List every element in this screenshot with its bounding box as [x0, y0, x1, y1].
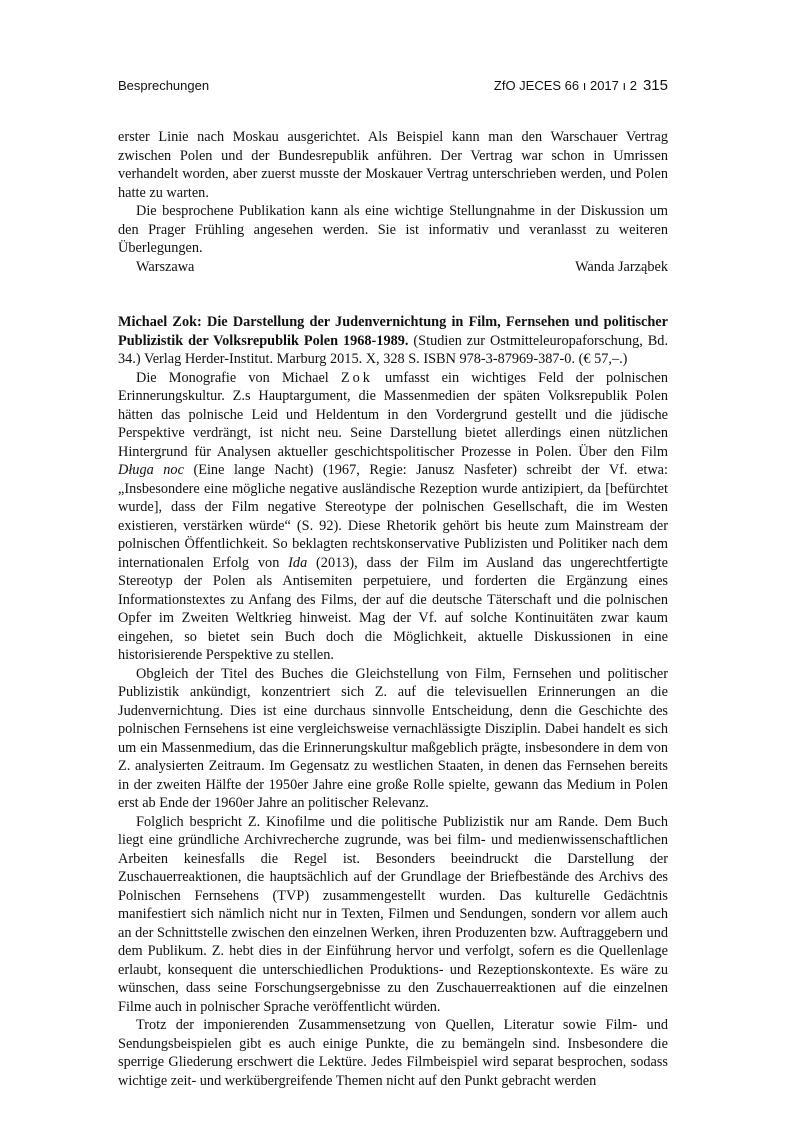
review2-paragraph-2: Obgleich der Titel des Buches die Gleichstellung von Film, Fernsehen und politischer Publizistik ankündigt, konzentriert sich Z. auf die televisuellen Erinnerungen an die Judenvernichtung. Dies ist eine durchaus sinnvolle Entscheidung, denn die Geschichte des polnischen Fernsehens ist eine vergleichsweise vernachlässigte Disziplin. Dabei handelt es sich um ein Massenmedium, das die Erinnerungskultur maßgeblich prägte, insbesondere in dem von Z. analysierten Zeitraum. Im Gegensatz zu westlichen Staaten, in denen das Fernsehen bereits in der zweiten Hälfte der 1950er Jahre eine große Rolle spielte, gewann das Medium in Polen erst ab Ende der 1960er Jahre an politischer Relevanz. [118, 665, 668, 811]
text-run: (Eine lange Nacht) (1967, Regie: Janusz Nasfeter) schreibt der Vf. etwa: „Insbesondere eine mögliche negative ausländische Rezeption wurde antizipiert, da [befürchtet wurde], dass der Film negative Stereotype der polnischen Gesellschaft, die im Westen existieren, verstärken würde“ (S. 92). Diese Rhetorik gehört bis heute zum Mainstream der polnischen Öffentlichkeit. So beklagten rechtskonservative Publizisten und Politiker nach dem internationalen Erfolg von [118, 462, 668, 571]
review2-paragraph-1 [118, 369, 668, 665]
film-title-dluga-noc: Długa noc [118, 462, 184, 478]
review2-heading [118, 313, 668, 369]
film-title-ida: Ida [288, 554, 308, 571]
section-label: Besprechungen [118, 78, 210, 93]
review-separator [118, 276, 668, 313]
review1-signature [118, 258, 668, 277]
review2-paragraph-3: Folglich bespricht Z. Kinofilme und die politische Publizistik nur am Rande. Dem Buch liegt eine gründliche Archivrecherche zugrunde, was bei film- und medienwissenschaftlichen Arbeiten keinesfalls die Regel ist. Besonders beeindruckt die Darstellung der Zuschauerreaktionen, die hauptsächlich auf der Grundlage der Briefbestände des Archivs des Polnischen Fernsehens (TVP) zusammengestellt wurden. Das kulturelle Gedächtnis manifestiert sich nämlich nicht nur in Texten, Filmen und Sendungen, sondern vor allem auch an der Schnittstelle zwischen den einzelnen Werken, ihren Produzenten bzw. Auftraggebern und dem Publikum. Z. hebt dies in der Einführung hervor und verfolgt, sofern es die Quellenlage erlaubt, konsequent die unterschiedlichen Produktions- und Rezeptionskontexte. Es wäre zu wünschen, dass seine Forschungsergebnisse zu den Zuschauerreaktionen auf die einzelnen Filme auch in polnischer Sprache veröffentlicht würden. [118, 813, 668, 1015]
review1-reviewer: Wanda Jarząbek [575, 258, 668, 275]
review1-place: Warszawa [136, 258, 195, 275]
running-header [118, 77, 668, 95]
text-run: Die Monografie von Michael [136, 369, 341, 386]
journal-info [494, 77, 668, 94]
author-name-spaced: Zok [340, 369, 373, 386]
page-body [118, 128, 668, 1090]
text-run: (2013), dass der Film im Ausland das ungerechtfertigte Stereotyp der Polen als Antisemiten perpetuiere, und forderten die Ergänzung eines Informationstextes zu Anfang des Films, der auf die deutsche Täterschaft und die polnischen Opfer im Zweiten Weltkrieg hinweist. Mag der Vf. auf solche Kontinuitäten zwar kaum eingehen, so bietet sein Buch doch die Möglichkeit, aktuelle Diskussionen in eine historisierende Perspektive zu stellen. [118, 554, 668, 663]
review1-paragraph-2: Die besprochene Publikation kann als eine wichtige Stellungnahme in der Diskussion um den Prager Frühling angesehen werden. Sie ist informativ und veranlasst zu weiteren Überlegungen. [118, 203, 668, 256]
review1-paragraph-1: erster Linie nach Moskau ausgerichtet. Als Beispiel kann man den Warschauer Vertrag zwischen Polen und der Bundesrepublik anführen. Der Vertrag war schon in Umrissen verhandelt worden, aber zuerst musste der Moskauer Vertrag unterschrieben werden, und Polen hatte zu warten. [118, 129, 668, 201]
review2-paragraph-4: Trotz der imponierenden Zusammensetzung von Quellen, Literatur sowie Film- und Sendungsbeispielen gibt es auch einige Punkte, die zu bemängeln sind. Insbesondere die sperrige Gliederung erschwert die Lektüre. Jedes Filmbeispiel wird separat besprochen, sodass wichtige zeit- und werkübergreifende Themen nicht auf den Punkt gebracht werden [118, 1017, 668, 1089]
text-run: umfasst ein wichtiges Feld der polnischen Erinnerungskultur. Z.s Hauptargument, die Massenmedien der späten Volksrepublik Polen hätten das polnische Leid und Heldentum in den Vordergrund gestellt und die jüdische Perspektive verdrängt, ist nicht neu. Seine Darstellung bietet allerdings einen nützlichen Hintergrund für Analysen aktueller geschichtspolitischer Prozesse in Polen. Über den Film [118, 369, 669, 460]
book-title: Michael Zok: Die Darstellung der Judenvernichtung in Film, Fernsehen und politischer Publizistik der Volksrepublik Polen 1968-1989. [118, 314, 668, 349]
journal-issue: ZfO JECES 66 ı 2017 ı 2 [493, 78, 637, 93]
page-number: 315 [642, 77, 668, 94]
book-bibliography: (Studien zur Ostmitteleuropaforschung, Bd. 34.) Verlag Herder-Institut. Marburg 2015. X, 328 S. ISBN 978-3-87969-387-0. (€ 57,–.) [118, 332, 669, 367]
